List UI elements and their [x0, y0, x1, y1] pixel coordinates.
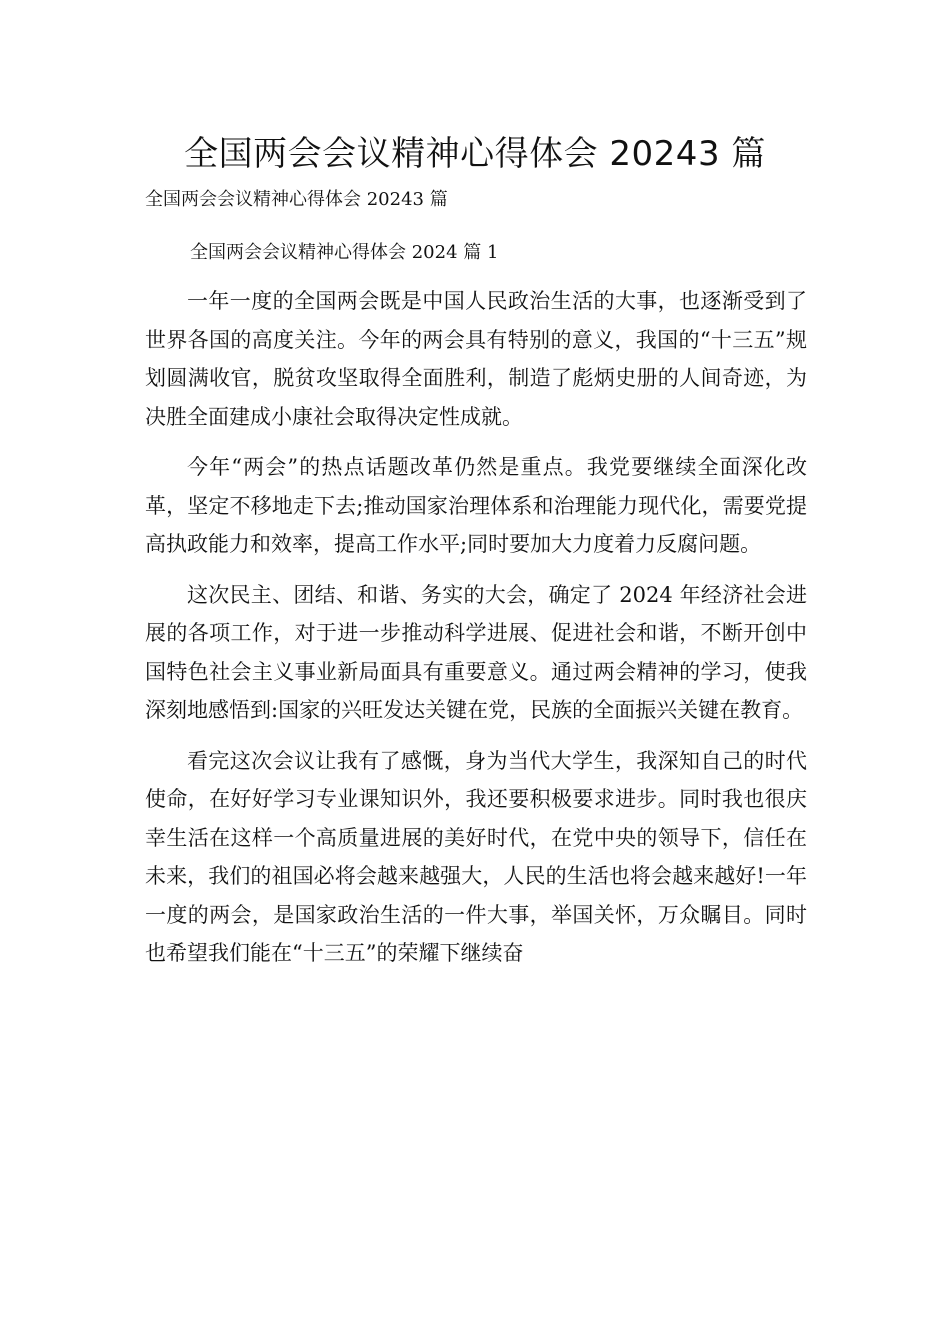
section-heading: 全国两会会议精神心得体会 2024 篇 1	[190, 242, 499, 263]
document-subtitle: 全国两会会议精神心得体会 20243 篇	[145, 189, 448, 210]
paragraph-2: 今年“两会”的热点话题改革仍然是重点。我党要继续全面深化改革，坚定不移地走下去;推动国家治理体系和治理能力现代化，需要党提高执政能力和效率，提高工作水平;同时要加大力度着力反腐问题。	[145, 455, 807, 556]
paragraph-4: 看完这次会议让我有了感慨，身为当代大学生，我深知自己的时代使命，在好好学习专业课知识外，我还要积极要求进步。同时我也很庆幸生活在这样一个高质量进展的美好时代，在党中央的领导下，信任在未来，我们的祖国必将会越来越强大，人民的生活也将会越来越好!一年一度的两会，是国家政治生活的一件大事，举国关怀，万众瞩目。同时也希望我们能在“十三五”的荣耀下继续奋	[145, 748, 807, 965]
document-title: 全国两会会议精神心得体会 20243 篇	[184, 134, 766, 174]
body-text	[145, 282, 807, 985]
paragraph-1: 一年一度的全国两会既是中国人民政治生活的大事，也逐渐受到了世界各国的高度关注。今年的两会具有特别的意义，我国的“十三五”规划圆满收官，脱贫攻坚取得全面胜利，制造了彪炳史册的人间奇迹，为决胜全面建成小康社会取得决定性成就。	[145, 289, 807, 429]
paragraph-3: 这次民主、团结、和谐、务实的大会，确定了 2024 年经济社会进展的各项工作，对于进一步推动科学进展、促进社会和谐，不断开创中国特色社会主义事业新局面具有重要意义。通过两会精神的学习，使我深刻地感悟到:国家的兴旺发达关键在党，民族的全面振兴关键在教育。	[145, 582, 807, 722]
